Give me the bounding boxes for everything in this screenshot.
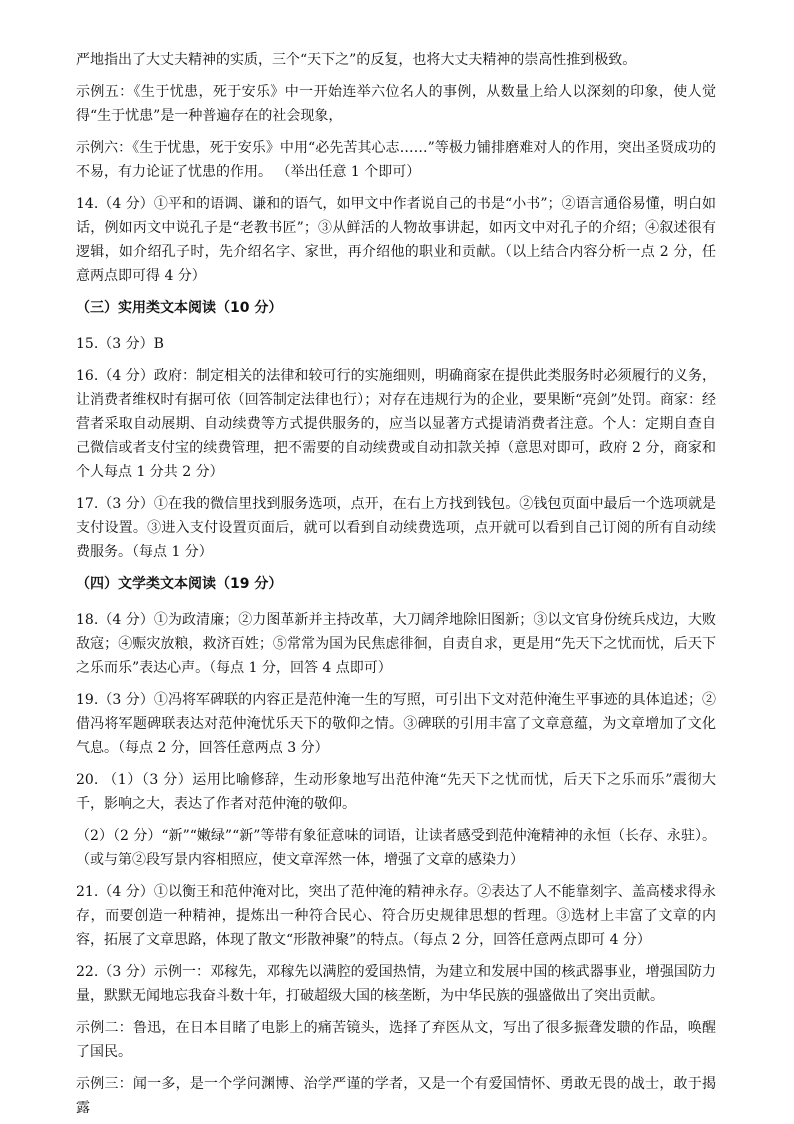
answer-paragraph: 示例三：闻一多，是一个学问渊博、治学严谨的学者，又是一个有爱国情怀、勇敢无畏的战士，敢于揭露 xyxy=(76,1076,716,1116)
answer-paragraph: 19.（3 分）①冯将军碑联的内容正是范仲淹一生的写照，可引出下文对范仲淹生平事迹的具体追述；②借冯将军题碑联表达对范仲淹忧乐天下的敬仰之情。③碑联的引用丰富了文章意蕴，为文章增加了文化气息。（每点 2 分，回答任意两点 3 分） xyxy=(76,692,716,756)
answer-paragraph: 示例二：鲁迅，在日本目睹了电影上的痛苦镜头，选择了弃医从文，写出了很多振聋发聩的作品，唤醒了国民。 xyxy=(76,1020,716,1060)
answer-paragraph: 16.（4 分）政府：制定相关的法律和较可行的实施细则，明确商家在提供此类服务时必须履行的义务，让消费者维权时有据可依（回答制定法律也行）；对存在违规行为的企业，要果断“亮剑”处罚。商家：经营者采取自动展期、自动续费等方式提供服务的，应当以显著方式提请消费者注意。个人：定期自查自己微信或者支付宝的续费管理，把不需要的自动续费或自动扣款关掉（意思对即可，政府 2 分，商家和个人每点 1 分共 2 分） xyxy=(76,368,716,480)
answer-paragraph: 22.（3 分）示例一：邓稼先，邓稼先以满腔的爱国热情，为建立和发展中国的核武器事业，增强国防力量，默默无闻地忘我奋斗数十年，打破超级大国的核垄断，为中华民族的强盛做出了突出贡献。 xyxy=(76,964,716,1004)
answer-paragraph: （2）（2 分）“新”“嫩绿”“新”等带有象征意味的词语，让读者感受到范仲淹精神的永恒（长存、永驻）。（或与第②段写景内容相照应，使文章浑然一体，增强了文章的感染力） xyxy=(76,828,716,868)
answer-paragraph: 示例六：《生于忧患，死于安乐》中用“必先苦其心志……”等极力铺排磨难对人的作用，突出圣贤成功的不易，有力论证了忧患的作用。 （举出任意 1 个即可） xyxy=(76,140,716,180)
answer-paragraph: 示例五：《生于忧患，死于安乐》中一开始连举六位名人的事例，从数量上给人以深刻的印象，使人觉得“生于忧患”是一种普遍存在的社会现象， xyxy=(76,84,716,124)
answer-paragraph: 严地指出了大丈夫精神的实质，三个“天下之”的反复，也将大丈夫精神的崇高性推到极致。 xyxy=(76,52,637,68)
answer-paragraph: 17.（3 分）①在我的微信里找到服务选项，点开，在右上方找到钱包。②钱包页面中最后一个选项就是支付设置。③进入支付设置页面后，就可以看到自动续费选项，点开就可以看到自己订阅的所有自动续费服务。（每点 1 分） xyxy=(76,496,716,560)
answer-paragraph: 18.（4 分）①为政清廉；②力图革新并主持改革，大刀阔斧地除旧图新；③以文官身份统兵戍边，大败敌寇；④赈灾放粮，救济百姓；⑤常常为国为民焦虑徘徊，自责自求，更是用“先天下之忧而忧，后天下之乐而乐”表达心声。（每点 1 分，回答 4 点即可） xyxy=(76,612,716,676)
section-heading: （四）文学类文本阅读（19 分） xyxy=(76,576,283,592)
section-heading: （三）实用类文本阅读（10 分） xyxy=(76,300,283,316)
answer-paragraph: 14.（4 分）①平和的语调、谦和的语气，如甲文中作者说自己的书是“小书”；②语言通俗易懂，明白如话，例如丙文中说孔子是“老教书匠”；③从鲜活的人物故事讲起，如丙文中对孔子的介绍；④叙述很有逻辑，如介绍孔子时，先介绍名字、家世，再介绍他的职业和贡献。（以上结合内容分析一点 2 分，任意两点即可得 4 分） xyxy=(76,196,716,284)
answer-paragraph: 21.（4 分）①以衡王和范仲淹对比，突出了范仲淹的精神永存。②表达了人不能靠刻字、盖高楼求得永存，而要创造一种精神，提炼出一种符合民心、符合历史规律思想的哲理。③选材上丰富了文章的内容，拓展了文章思路，体现了散文“形散神聚”的特点。（每点 2 分，回答任意两点即可 4 分） xyxy=(76,884,716,948)
answer-paragraph: 20. （1）（3 分）运用比喻修辞，生动形象地写出范仲淹“先天下之忧而忧，后天下之乐而乐”震彻大千，影响之大，表达了作者对范仲淹的敬仰。 xyxy=(76,772,716,812)
answer-paragraph: 15.（3 分）B xyxy=(76,336,164,352)
